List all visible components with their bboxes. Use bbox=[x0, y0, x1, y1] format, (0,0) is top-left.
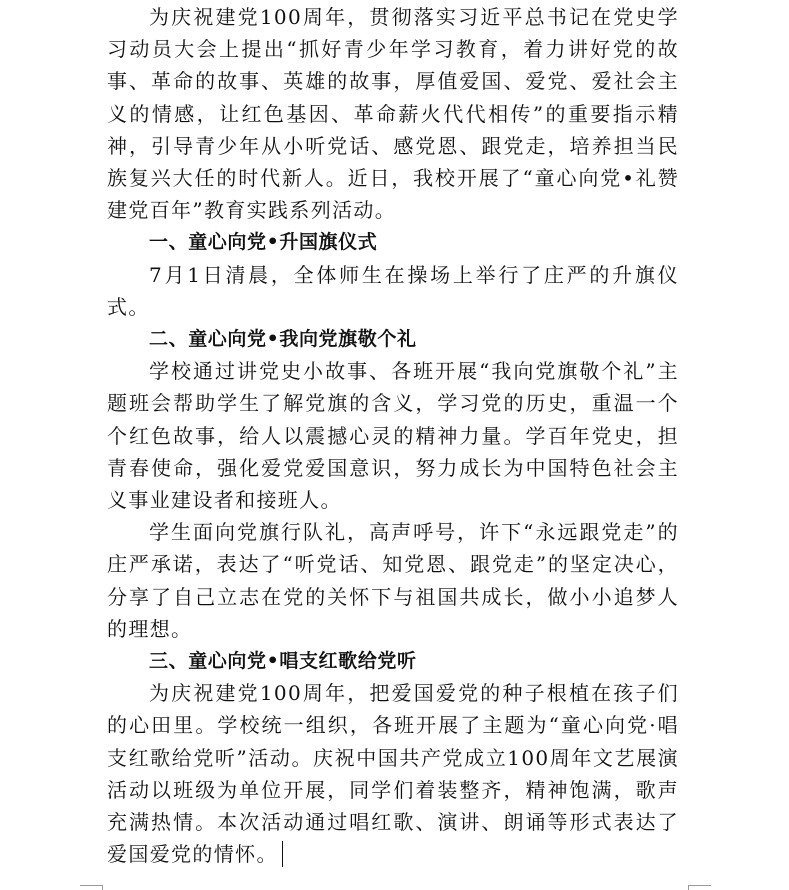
red-songs-text: 为庆祝建党100周年，把爱国爱党的种子根植在孩子们的心田里。学校统一组织，各班开展了主题为“童心向党·唱支红歌给党听”活动。庆祝中国共产党成立100周年文艺展演活动以班级为单位开展，同学们着装整齐，精神饱满，歌声充满热情。本次活动通过唱红歌、演讲、朗诵等形式表达了爱国爱党的情怀。 bbox=[107, 681, 679, 867]
page-margin-corner-mark-right bbox=[688, 885, 711, 890]
document-page bbox=[107, 0, 679, 870]
red-songs-paragraph bbox=[107, 677, 679, 870]
flag-raising-paragraph: 7月1日清晨，全体师生在操场上举行了庄严的升旗仪式。 bbox=[107, 262, 679, 319]
page-margin-corner-mark-left bbox=[80, 885, 103, 890]
salute-flag-paragraph-1: 学校通过讲党史小故事、各班开展“我向党旗敬个礼”主题班会帮助学生了解党旗的含义，学习党的历史，重温一个个红色故事，给人以震撼心灵的精神力量。学百年党史，担青春使命，强化爱党爱国意识，努力成长为中国特色社会主义事业建设者和接班人。 bbox=[107, 359, 679, 513]
section-heading-red-songs: 三、童心向党•唱支红歌给党听 bbox=[149, 650, 417, 673]
salute-flag-paragraph-2: 学生面向党旗行队礼，高声呼号，许下“永远跟党走”的庄严承诺，表达了“听党话、知党恩、跟党走”的坚定决心，分享了自己立志在党的关怀下与祖国共成长，做小小追梦人的理想。 bbox=[107, 520, 679, 641]
intro-paragraph: 为庆祝建党100周年，贯彻落实习近平总书记在党史学习动员大会上提出“抓好青少年学习教育，着力讲好党的故事、革命的故事、英雄的故事，厚值爱国、爱党、爱社会主义的情感，让红色基因、革命薪火代代相传”的重要指示精神，引导青少年从小听党话、感党恩、跟党走，培养担当民族复兴大任的时代新人。近日，我校开展了“童心向党•礼赞建党百年”教育实践系列活动。 bbox=[107, 5, 679, 223]
section-heading-flag-raising: 一、童心向党•升国旗仪式 bbox=[149, 231, 378, 254]
text-cursor bbox=[282, 841, 283, 867]
section-heading-salute-flag: 二、童心向党•我向党旗敬个礼 bbox=[149, 328, 417, 351]
